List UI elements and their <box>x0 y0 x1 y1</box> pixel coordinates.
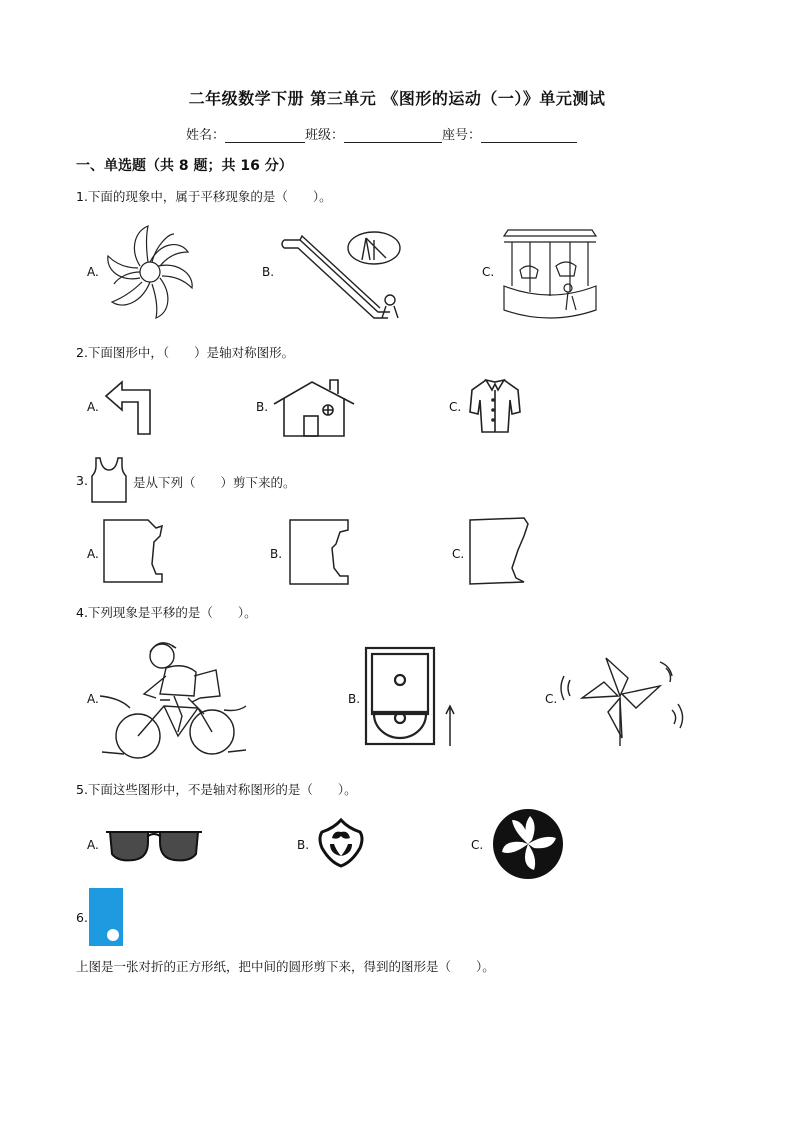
disc-player-icon <box>364 646 436 746</box>
spiral-pinwheel-icon <box>100 222 200 322</box>
q4-option-c-label: C. <box>545 692 558 706</box>
question-2-stem: 2.下面图形中，（ ）是轴对称图形。 <box>76 345 295 360</box>
windmill-icon <box>562 648 682 748</box>
q2-option-c-label: C. <box>449 400 462 414</box>
question-3-stem: 是从下列（ ）剪下来的。 <box>133 475 296 490</box>
page-title: 二年级数学下册 第三单元 《图形的运动（一）》单元测试 <box>188 89 606 108</box>
class-blank[interactable] <box>344 128 442 143</box>
q4-option-b-label: B. <box>348 692 361 706</box>
q3-option-c-label: C. <box>452 547 465 561</box>
escalator-icon <box>278 230 408 322</box>
q5-option-c-label: C. <box>471 838 484 852</box>
cut-paper-a-icon <box>104 518 166 584</box>
q2-option-a-label: A. <box>87 400 99 414</box>
question-4-stem: 4.下列现象是平移的是（ ）。 <box>76 605 257 620</box>
question-1-stem: 1.下面的现象中，属于平移现象的是（ ）。 <box>76 189 332 204</box>
tank-top-icon <box>88 456 130 504</box>
q1-option-b-label: B. <box>262 265 275 279</box>
seat-blank[interactable] <box>481 128 577 143</box>
q2-option-b-label: B. <box>256 400 269 414</box>
name-label: 姓名： <box>186 128 226 143</box>
shirt-icon <box>468 376 522 436</box>
up-arrow-icon <box>444 704 456 746</box>
q5-option-a-label: A. <box>87 838 99 852</box>
q5-option-b-label: B. <box>297 838 310 852</box>
section-heading: 一、单选题（共 8 题；共 16 分） <box>76 158 293 174</box>
class-label: 班级： <box>305 128 345 143</box>
house-icon <box>272 378 356 438</box>
folded-blue-paper-icon <box>89 888 123 946</box>
cut-paper-b-icon <box>288 518 354 586</box>
q4-option-a-label: A. <box>87 692 99 706</box>
bent-arrow-icon <box>104 380 154 436</box>
cut-paper-c-icon <box>468 516 534 586</box>
seat-label: 座号： <box>442 128 482 143</box>
carousel-icon <box>498 226 602 326</box>
question-6-stem: 上图是一张对折的正方形纸，把中间的圆形剪下来，得到的图形是（ ）。 <box>76 959 495 974</box>
q3-option-a-label: A. <box>87 547 99 561</box>
sunglasses-icon <box>104 826 204 866</box>
bauhinia-emblem-icon <box>492 808 564 880</box>
question-5-stem: 5.下面这些图形中，不是轴对称图形的是（ ）。 <box>76 782 357 797</box>
q1-option-a-label: A. <box>87 265 99 279</box>
boy-on-bicycle-icon <box>100 636 246 764</box>
name-blank[interactable] <box>225 128 305 143</box>
leaf-emblem-icon <box>316 818 366 868</box>
student-info-line <box>186 124 577 143</box>
q3-option-b-label: B. <box>270 547 283 561</box>
question-3-prefix: 3. <box>76 473 88 488</box>
question-6-number: 6. <box>76 910 88 925</box>
q1-option-c-label: C. <box>482 265 495 279</box>
